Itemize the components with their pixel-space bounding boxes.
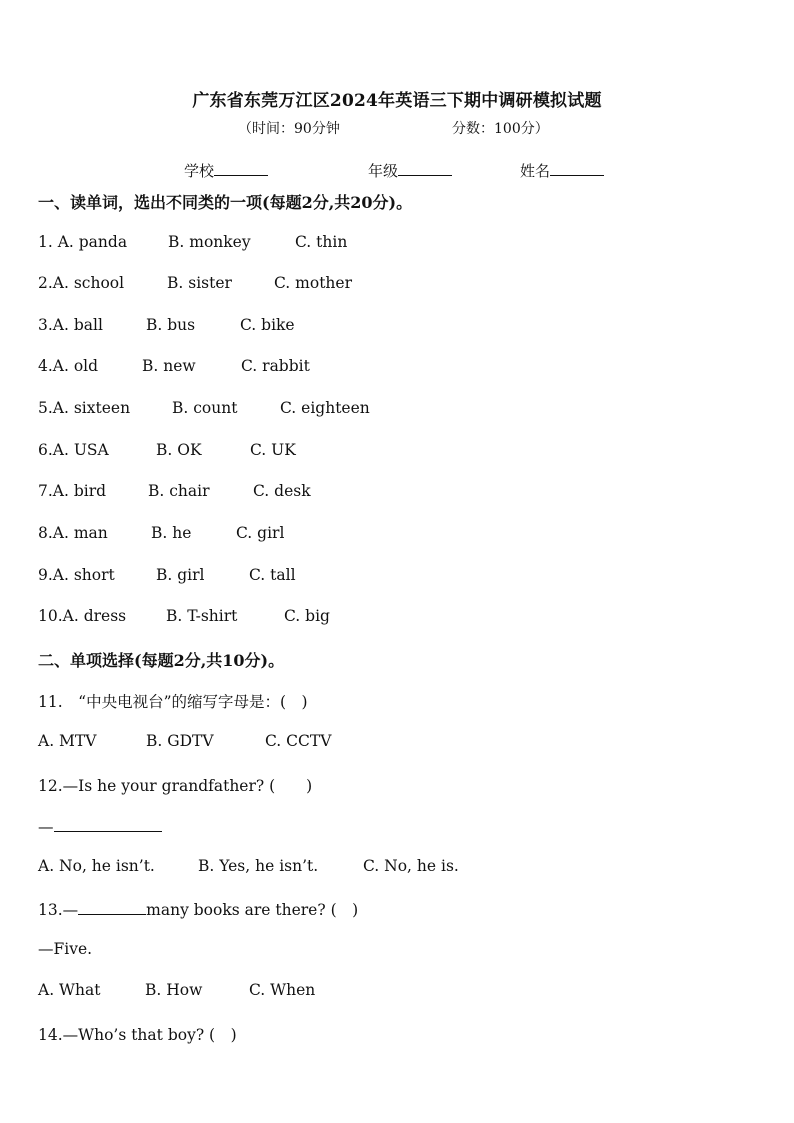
option-a: 6.A. USA [38, 441, 109, 459]
name-field [520, 160, 604, 181]
option-c: C. rabbit [241, 357, 310, 375]
option-b: B. How [145, 981, 203, 999]
question-14-stem: 14.—Who’s that boy? ( ) [38, 1026, 237, 1044]
school-blank [214, 160, 268, 176]
option-a: 8.A. man [38, 524, 108, 542]
option-b: B. OK [156, 441, 202, 459]
option-c: C. eighteen [280, 399, 370, 417]
answer-blank [54, 815, 162, 832]
option-a: 7.A. bird [38, 482, 107, 500]
option-a: 10.A. dress [38, 607, 127, 625]
option-a: 4.A. old [38, 357, 99, 375]
reply-line: —Five. [38, 940, 93, 958]
option-b: B. new [142, 357, 196, 375]
option-c: C. UK [250, 441, 296, 459]
section-2-heading: 二、单项选择(每题2分,共10分)。 [38, 651, 285, 670]
option-b: B. GDTV [146, 732, 214, 750]
name-blank [550, 160, 604, 176]
question-13-stem [38, 898, 358, 920]
option-a: 5.A. sixteen [38, 399, 131, 417]
option-b: B. Yes, he isn’t. [198, 857, 319, 875]
option-b: B. count [172, 399, 238, 417]
option-c: C. mother [274, 274, 352, 292]
option-a: A. No, he isn’t. [38, 857, 155, 875]
option-c: C. bike [240, 316, 295, 334]
option-b: B. girl [156, 566, 205, 584]
dash: — [38, 818, 54, 836]
option-c: C. thin [295, 233, 348, 251]
question-13-number: 13.— [38, 901, 79, 919]
option-c: C. tall [249, 566, 296, 584]
option-a: A. MTV [38, 732, 97, 750]
option-b: B. sister [167, 274, 232, 292]
grade-label: 年级 [368, 162, 399, 180]
school-field [184, 160, 268, 181]
option-b: B. bus [146, 316, 196, 334]
option-b: B. he [151, 524, 192, 542]
option-c: C. girl [236, 524, 285, 542]
name-label: 姓名 [520, 162, 551, 180]
time-info: （时间：90分钟 [238, 121, 340, 137]
score-info: 分数：100分） [452, 121, 549, 137]
option-c: C. CCTV [265, 732, 332, 750]
answer-line [38, 815, 162, 836]
option-a: A. What [38, 981, 101, 999]
option-c: C. desk [253, 482, 311, 500]
option-a: 9.A. short [38, 566, 115, 584]
question-11-stem: 11. “中央电视台”的缩写字母是：( ) [38, 693, 308, 711]
option-a: 1. A. panda [38, 233, 128, 251]
page-title: 广东省东莞万江区2024年英语三下期中调研模拟试题 [192, 91, 602, 111]
school-label: 学校 [184, 162, 215, 180]
question-12-stem: 12.—Is he your grandfather? ( ) [38, 777, 313, 795]
question-13-text: many books are there? ( ) [146, 901, 359, 919]
option-a: 3.A. ball [38, 316, 103, 334]
section-1-heading: 一、读单词，选出不同类的一项(每题2分,共20分)。 [38, 193, 413, 212]
option-b: B. monkey [168, 233, 251, 251]
option-b: B. T-shirt [166, 607, 238, 625]
option-c: C. No, he is. [363, 857, 459, 875]
fill-blank [78, 898, 146, 915]
option-b: B. chair [148, 482, 210, 500]
option-c: C. big [284, 607, 330, 625]
option-c: C. When [249, 981, 316, 999]
grade-field [368, 160, 452, 181]
option-a: 2.A. school [38, 274, 125, 292]
grade-blank [398, 160, 452, 176]
